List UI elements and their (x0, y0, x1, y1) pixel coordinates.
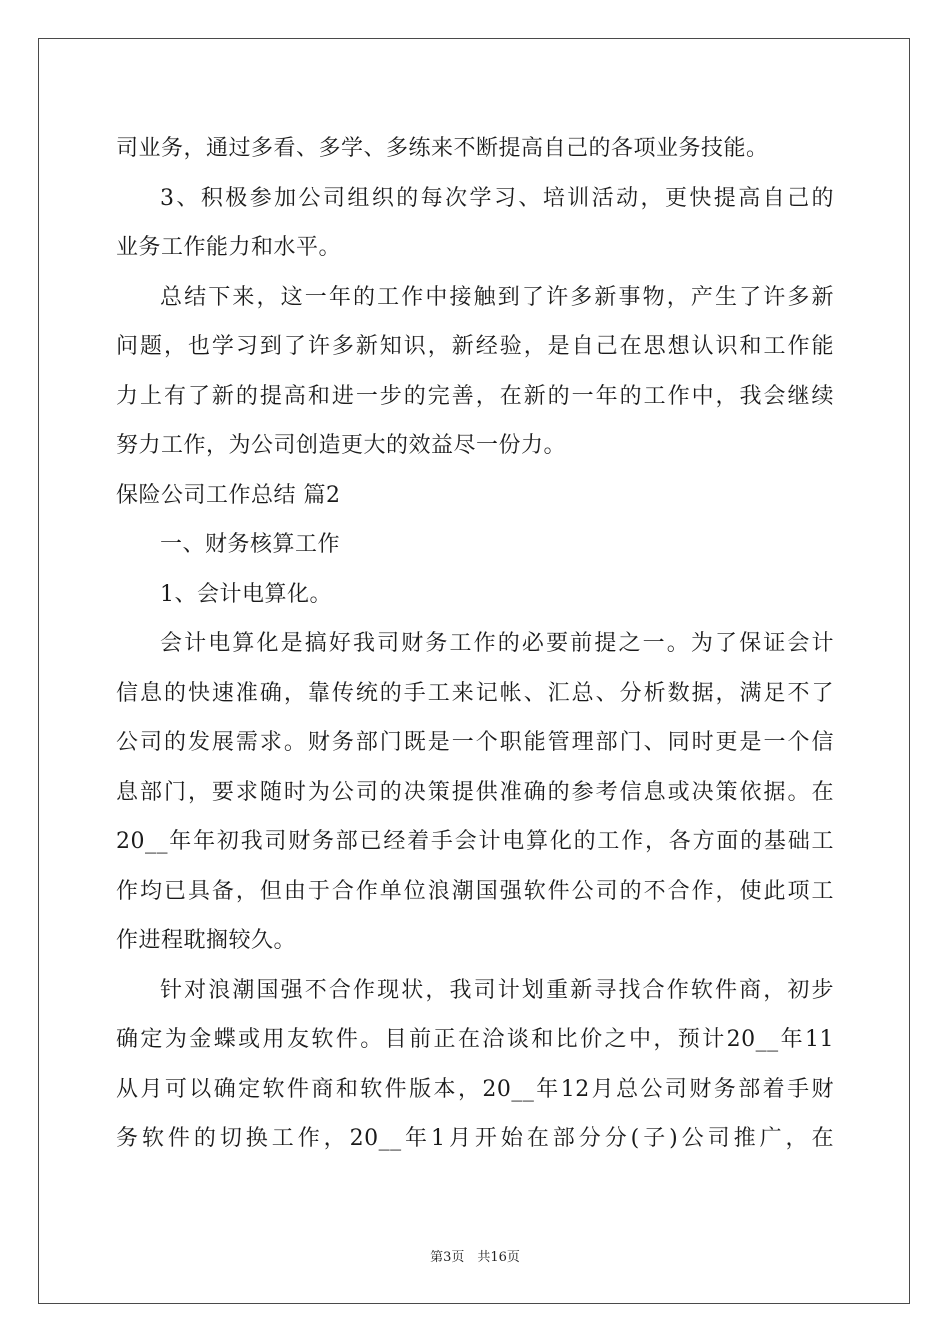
sub-heading: 1、会计电算化。 (160, 581, 332, 607)
text-line: 确定为金蝶或用友软件。目前正在洽谈和比价之中，预计20__年11 (116, 1027, 834, 1052)
text-line: 总结下来，这一年的工作中接触到了许多新事物，产生了许多新 (160, 284, 834, 310)
section-heading: 保险公司工作总结 篇2 (116, 482, 341, 508)
text-line: 作均已具备，但由于合作单位浪潮国强软件公司的不合作，使此项工 (116, 878, 834, 904)
text-line: 针对浪潮国强不合作现状，我司计划重新寻找合作软件商，初步 (160, 977, 834, 1003)
text-line: 司业务，通过多看、多学、多练来不断提高自己的各项业务技能。 (116, 136, 769, 161)
page-footer: 第3页 共16页 (430, 1250, 520, 1265)
text-line: 20__年年初我司财务部已经着手会计电算化的工作，各方面的基础工 (116, 829, 834, 854)
text-line: 务软件的切换工作，20__年1月开始在部分分(子)公司推广，在 (116, 1126, 834, 1151)
text-line: 会计电算化是搞好我司财务工作的必要前提之一。为了保证会计 (160, 631, 834, 656)
text-line: 力上有了新的提高和进一步的完善，在新的一年的工作中，我会继续 (116, 383, 834, 409)
text-line: 3、积极参加公司组织的每次学习、培训活动，更快提高自己的 (160, 185, 834, 211)
text-line: 作进程耽搁较久。 (116, 928, 297, 953)
text-line: 信息的快速准确，靠传统的手工来记帐、汇总、分析数据，满足不了 (116, 680, 834, 706)
text-line: 公司的发展需求。财务部门既是一个职能管理部门、同时更是一个信 (116, 730, 834, 755)
text-line: 从月可以确定软件商和软件版本，20__年12月总公司财务部着手财 (116, 1076, 834, 1102)
text-line: 问题，也学习到了许多新知识，新经验，是自己在思想认识和工作能 (116, 334, 834, 359)
sub-heading: 一、财务核算工作 (160, 532, 341, 557)
text-line: 业务工作能力和水平。 (116, 235, 342, 260)
text-line: 息部门，要求随时为公司的决策提供准确的参考信息或决策依据。在 (116, 779, 834, 805)
document-body (116, 124, 834, 1164)
text-line: 努力工作，为公司创造更大的效益尽一份力。 (116, 433, 567, 458)
